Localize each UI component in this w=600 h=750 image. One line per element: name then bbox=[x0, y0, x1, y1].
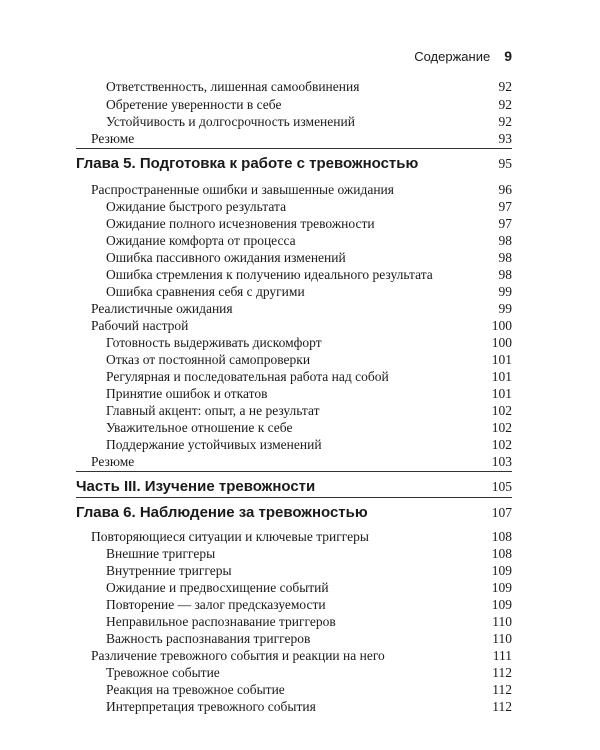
toc-entry-page: 101 bbox=[491, 352, 512, 367]
page-number: 9 bbox=[504, 48, 512, 64]
section-rule bbox=[76, 148, 512, 149]
toc-entry-page: 105 bbox=[491, 479, 512, 494]
toc-entry-title: Внешние триггеры bbox=[106, 546, 216, 561]
toc-entry-page: 109 bbox=[491, 597, 512, 612]
toc-entry-title: Ошибка пассивного ожидания изменений bbox=[106, 250, 346, 265]
toc-entry-title: Ответственность, лишенная самообвинения bbox=[106, 79, 360, 94]
toc-entry-title: Ожидание и предвосхищение событий bbox=[106, 580, 329, 595]
toc-entry-title: Ошибка стремления к получению идеального результата bbox=[106, 267, 433, 282]
toc-entry-page: 98 bbox=[498, 267, 512, 282]
toc-entry-title: Резюме bbox=[91, 454, 135, 469]
toc-entry-title: Поддержание устойчивых изменений bbox=[106, 437, 322, 452]
toc-entry-page: 108 bbox=[491, 529, 512, 544]
toc-entry-title: Ожидание комфорта от процесса bbox=[106, 233, 296, 248]
toc-entry-title: Тревожное событие bbox=[106, 665, 220, 680]
toc-entry-page: 96 bbox=[498, 182, 512, 197]
toc-entry-page: 111 bbox=[492, 648, 512, 663]
toc-entry-title: Повторяющиеся ситуации и ключевые триггеры bbox=[91, 529, 369, 544]
toc-entry-title: Неправильное распознавание триггеров bbox=[106, 614, 336, 629]
toc-entry-page: 112 bbox=[492, 699, 512, 714]
toc-entry-page: 107 bbox=[491, 505, 512, 520]
toc-entry-title: Ожидание быстрого результата bbox=[106, 199, 287, 214]
toc-entry-title: Главный акцент: опыт, а не результат bbox=[106, 403, 320, 418]
toc-entry-page: 112 bbox=[492, 665, 512, 680]
toc-entry-title: Внутренние триггеры bbox=[106, 563, 232, 578]
toc-entry-page: 92 bbox=[498, 114, 512, 129]
toc-entry-title: Интерпретация тревожного события bbox=[106, 699, 316, 714]
toc-entry-title: Ошибка сравнения себя с другими bbox=[106, 284, 305, 299]
toc-entry-page: 92 bbox=[498, 97, 512, 112]
toc-entry-title: Реалистичные ожидания bbox=[91, 301, 233, 316]
toc-entry-page: 110 bbox=[492, 631, 512, 646]
toc-entry-page: 98 bbox=[498, 250, 512, 265]
toc-entry-page: 100 bbox=[491, 318, 512, 333]
section-rule bbox=[76, 471, 512, 472]
toc-entry-page: 101 bbox=[491, 369, 512, 384]
toc-entry-title: Обретение уверенности в себе bbox=[106, 97, 282, 112]
toc-entry-title: Реакция на тревожное событие bbox=[106, 682, 285, 697]
toc-entry-title: Готовность выдерживать дискомфорт bbox=[106, 335, 322, 350]
toc-entry-page: 103 bbox=[491, 454, 512, 469]
toc-entry-page: 108 bbox=[491, 546, 512, 561]
toc-entry-page: 97 bbox=[498, 199, 512, 214]
toc-entry-page: 102 bbox=[491, 437, 512, 452]
toc-entry-page: 98 bbox=[498, 233, 512, 248]
section-rule bbox=[76, 497, 512, 498]
toc-entry-page: 102 bbox=[491, 420, 512, 435]
toc-entry-page: 92 bbox=[498, 79, 512, 94]
toc-entry-title: Распространенные ошибки и завышенные ожидания bbox=[91, 182, 394, 197]
toc-entry-title: Резюме bbox=[91, 131, 135, 146]
toc-entry-page: 97 bbox=[498, 216, 512, 231]
toc-entry-page: 110 bbox=[492, 614, 512, 629]
toc-entry-title: Важность распознавания триггеров bbox=[106, 631, 311, 646]
toc-entry-page: 93 bbox=[498, 131, 512, 146]
toc-entry-title: Рабочий настрой bbox=[91, 318, 189, 333]
toc-entry-title: Устойчивость и долгосрочность изменений bbox=[106, 114, 355, 129]
toc-entry-title: Регулярная и последовательная работа над собой bbox=[106, 369, 389, 384]
toc-entry-title: Глава 6. Наблюдение за тревожностью bbox=[76, 504, 368, 521]
toc-entry-title: Глава 5. Подготовка к работе с тревожностью bbox=[76, 155, 419, 172]
toc-entry-title: Ожидание полного исчезновения тревожности bbox=[106, 216, 375, 231]
toc-entry-page: 95 bbox=[498, 156, 512, 171]
toc-entry-title: Принятие ошибок и откатов bbox=[106, 386, 268, 401]
toc-entry-title: Повторение — залог предсказуемости bbox=[106, 597, 326, 612]
toc-entry-title: Различение тревожного события и реакции на него bbox=[91, 648, 385, 663]
toc-entry-page: 109 bbox=[491, 580, 512, 595]
toc-entry-page: 102 bbox=[491, 403, 512, 418]
toc-entry-title: Уважительное отношение к себе bbox=[106, 420, 293, 435]
toc-entry-page: 112 bbox=[492, 682, 512, 697]
running-header-section: Содержание bbox=[414, 49, 491, 64]
toc-entry-page: 99 bbox=[498, 284, 512, 299]
toc-entry-title: Часть III. Изучение тревожности bbox=[76, 478, 316, 495]
toc-entry-page: 101 bbox=[491, 386, 512, 401]
toc-entry-page: 109 bbox=[491, 563, 512, 578]
toc-entry-page: 100 bbox=[491, 335, 512, 350]
toc-entry-page: 99 bbox=[498, 301, 512, 316]
toc-entry-title: Отказ от постоянной самопроверки bbox=[106, 352, 311, 367]
